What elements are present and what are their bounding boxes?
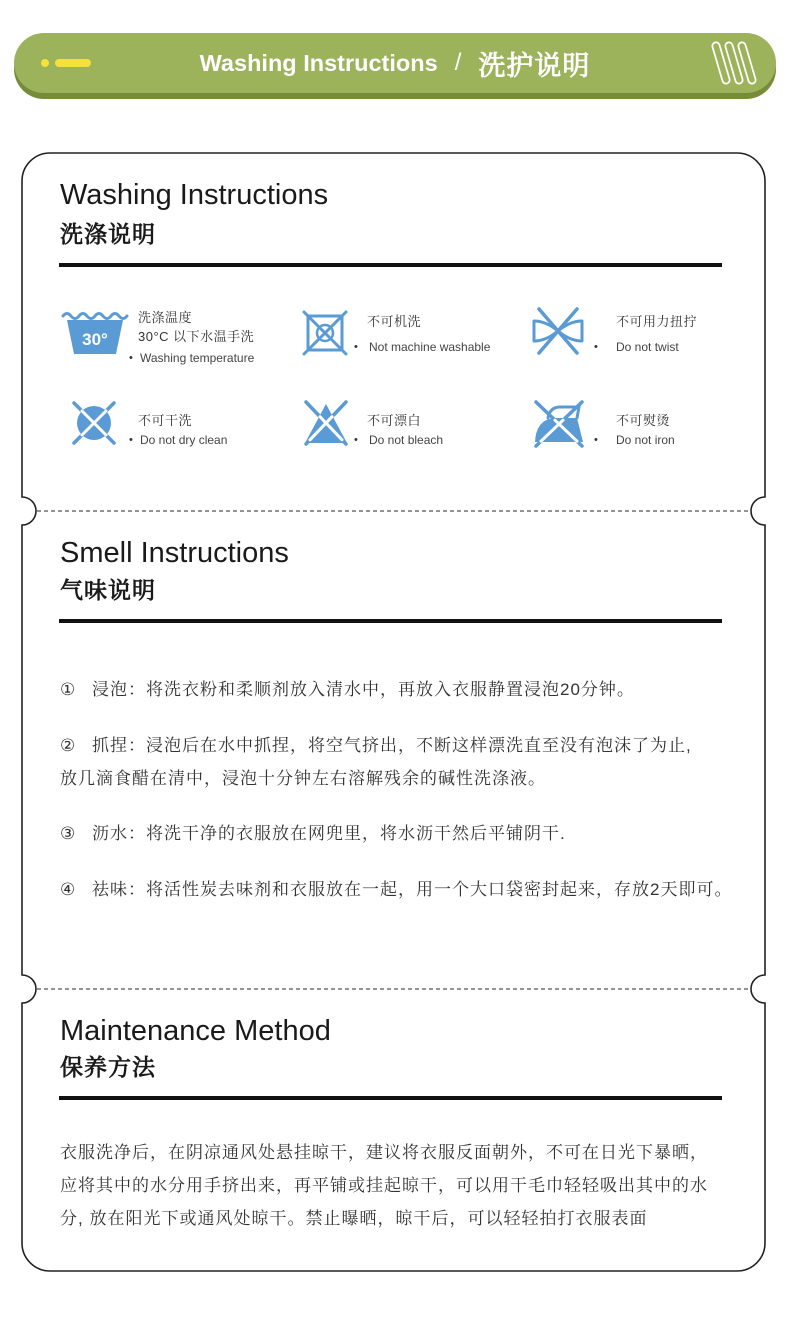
banner-separator: / — [454, 49, 462, 76]
care-label-en: Do not iron — [616, 433, 675, 447]
step-text: 抓捏：浸泡后在水中抓捏，将空气挤出，不断这样漂洗直至没有泡沫了为止, — [92, 735, 692, 755]
step-text: 浸泡：将洗衣粉和柔顺剂放入清水中，再放入衣服静置浸泡20分钟。 — [92, 680, 635, 699]
care-label-cn: 不可干洗 — [138, 413, 193, 428]
care-label-en: Do not dry clean — [140, 433, 228, 447]
care-label-cn: 不可熨烫 — [616, 413, 671, 428]
maintenance-paragraph — [60, 1136, 750, 1235]
no-machine-wash-icon — [302, 310, 348, 356]
bullet: • — [594, 434, 598, 446]
care-label-cn: 不可用力扭拧 — [616, 314, 698, 329]
banner-title-cn: 洗护说明 — [478, 50, 591, 81]
smell-title-rule — [59, 619, 722, 623]
list-item — [60, 729, 750, 795]
care-label-cn: 不可漂白 — [367, 413, 422, 428]
no-twist-icon — [530, 306, 586, 356]
bullet: • — [354, 341, 358, 353]
smell-title-en: Smell Instructions — [60, 537, 289, 569]
step-number: ① — [60, 680, 76, 699]
no-dry-clean-icon — [70, 398, 118, 448]
paragraph-line: 应将其中的水分用手挤出来，再平铺或挂起晾干，可以用干毛巾轻轻吸出其中的水 — [60, 1176, 708, 1195]
step-number: ④ — [60, 879, 76, 899]
maintenance-title-en: Maintenance Method — [60, 1015, 331, 1047]
list-item — [60, 873, 750, 906]
step-number: ② — [60, 735, 76, 755]
care-label-en: Do not twist — [616, 340, 679, 354]
step-text: 祛味：将活性炭去味剂和衣服放在一起，用一个大口袋密封起来，存放2天即可。 — [92, 879, 733, 899]
bullet: • — [594, 341, 598, 353]
care-detail-cn: 30°C 以下水温手洗 — [138, 329, 255, 344]
wash-temperature-value: 30° — [82, 330, 108, 349]
bullet: • — [129, 434, 133, 446]
care-label-en: Washing temperature — [140, 351, 255, 365]
banner-title-en: Washing Instructions — [199, 49, 438, 76]
paragraph-line: 衣服洗净后，在阴凉通风处悬挂晾干，建议将衣服反面朝外，不可在日光下暴晒， — [60, 1143, 708, 1162]
no-iron-icon — [530, 398, 588, 448]
washing-title-rule — [59, 263, 722, 267]
care-label-en: Do not bleach — [369, 433, 444, 447]
step-text-continued: 放几滴食醋在清中，浸泡十分钟左右溶解残余的碱性洗涤液。 — [60, 768, 546, 788]
washing-title-en: Washing Instructions — [60, 179, 329, 211]
wash-temperature-30-icon — [62, 307, 128, 357]
step-number: ③ — [60, 824, 76, 843]
care-label-cn: 洗涤温度 — [138, 310, 193, 325]
no-bleach-icon — [302, 398, 350, 448]
maintenance-title-rule — [59, 1096, 722, 1100]
bullet: • — [354, 434, 358, 446]
maintenance-title-cn: 保养方法 — [60, 1054, 156, 1080]
bullet: • — [129, 352, 133, 364]
paragraph-line: 分, 放在阳光下或通风处晾干。禁止曝晒，晾干后，可以轻轻拍打衣服表面 — [60, 1209, 648, 1228]
smell-steps-list — [60, 673, 750, 928]
smell-title-cn: 气味说明 — [60, 577, 156, 603]
list-item — [60, 817, 750, 850]
washing-title-cn: 洗涤说明 — [60, 221, 156, 247]
list-item — [60, 673, 750, 706]
care-label-cn: 不可机洗 — [367, 314, 422, 329]
step-text: 沥水：将洗干净的衣服放在网兜里，将水沥干然后平铺阴干. — [92, 824, 566, 843]
care-label-en: Not machine washable — [369, 340, 491, 354]
